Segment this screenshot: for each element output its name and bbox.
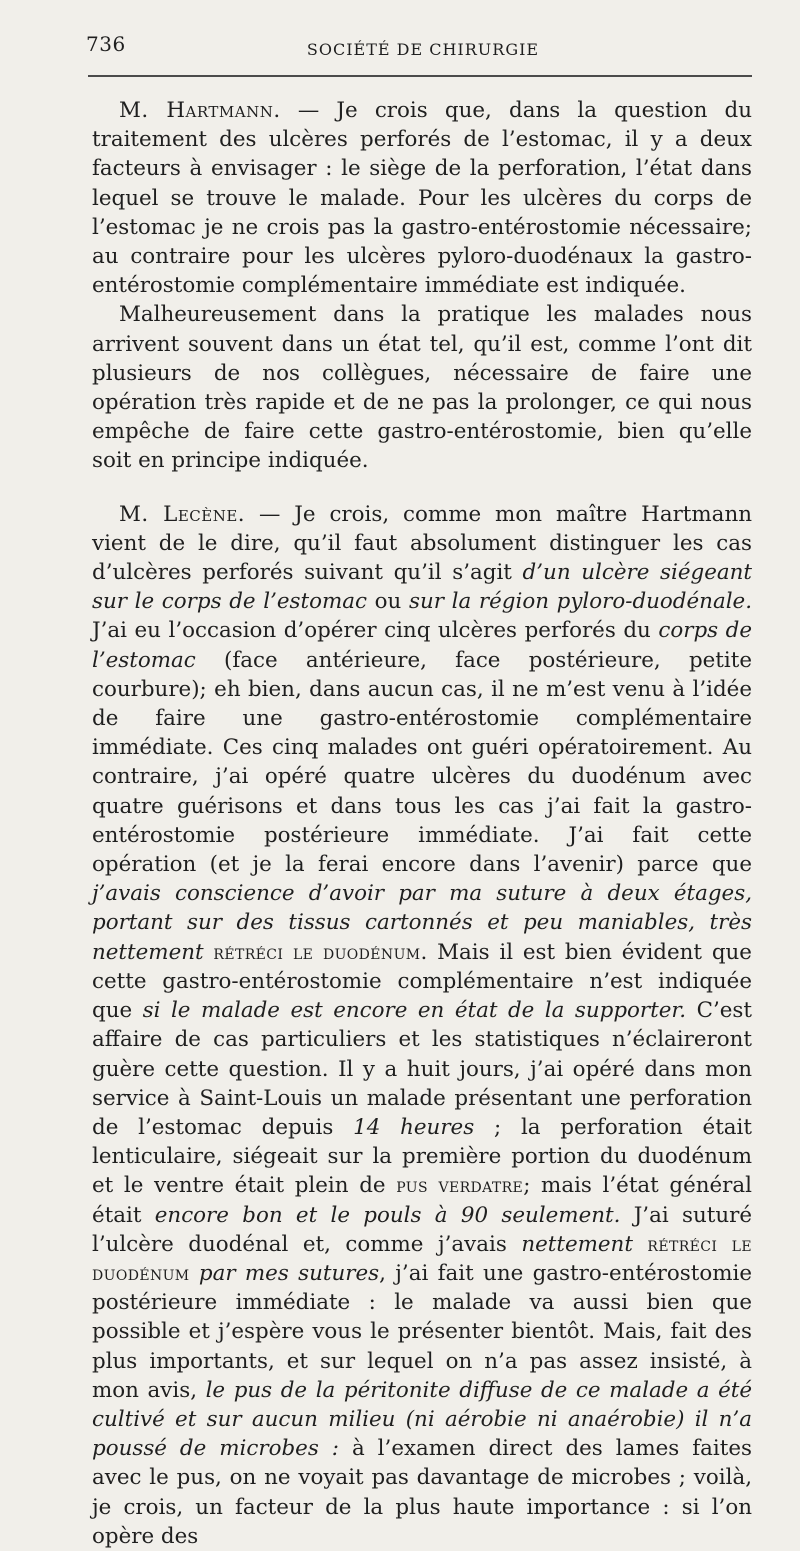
paragraph-text: Malheureusement dans la pratique les malades nous arrivent souvent dans un état tel, qu’il est, comme l’ont dit plusieurs de nos collègues, nécessaire de faire une opération très rapide et de ne pas la prolonger, ce qui nous empêche de faire cette gastro-entérostomie, bien qu’elle soit en principe indiquée. (92, 302, 752, 474)
text-segment: (face antérieure, face postérieure, petite courbure); eh bien, dans aucun cas, il ne m’est venu à l’idée de faire une gastro-entérostomie complémentaire immédiate. Ces cinq malades ont guéri opératoirement. Au contraire, j’ai opéré quatre ulcères du duodénum avec quatre guérisons et dans tous les cas j’ai fait la gastro-entérostomie postérieure immédiate. J’ai fait cette opération (et je la ferai encore dans l’avenir) parce que (92, 647, 752, 878)
small-caps-emphasis: rétréci le duodénum (92, 1232, 752, 1285)
italic-emphasis: 14 heures (353, 1114, 475, 1140)
italic-emphasis: si le malade est encore en état de la supporter. (142, 998, 687, 1024)
italic-emphasis: le pus de la péritonite diffuse de ce malade a été cultivé et sur aucun milieu (ni aérobie ni anaérobie) il n’a poussé de microbes : (92, 1377, 752, 1462)
text-segment: J’ai suturé l’ulcère duodénal et, comme j’avais (92, 1202, 753, 1257)
text-segment (204, 940, 214, 965)
italic-emphasis: corps de l’estomac (92, 618, 753, 673)
text-segment: ; la perforation était lenticulaire, siégeait sur la première portion du duodénum et le ventre était plein de (92, 1114, 752, 1199)
italic-emphasis: d’un ulcère siégeant sur le corps de l’estomac (92, 560, 752, 615)
text-segment: ou (367, 589, 409, 615)
text-segment: à l’examen direct des lames faites avec le pus, on ne voyait pas davantage de microbes ; voilà, je crois, un facteur de la plus haute importance : si l’on opère des (92, 1436, 752, 1549)
speaker-name: M. Lecène. (119, 501, 246, 527)
text-segment: — Je crois, comme mon maître Hartmann vient de le dire, qu’il faut absolument distinguer les cas d’ulcères perforés suivant qu’il s’agit (92, 501, 752, 586)
paragraph-text: — Je crois que, dans la question du traitement des ulcères perforés de l’estomac, il y a deux facteurs à envisager : le siège de la perforation, l’état dans lequel se trouve le malade. Pour les ulcères du corps de l’estomac je ne crois pas la gastro-entérostomie nécessaire; au contraire pour les ulcères pyloro-duodénaux la gastro-entérostomie complémentaire immédiate est indiquée. (92, 98, 753, 299)
speaker-name: M. Hartmann. (119, 98, 281, 123)
small-caps-emphasis: rétréci le duodénum (213, 940, 421, 964)
text-segment: J’ai eu l’occasion d’opérer cinq ulcères perforés du (92, 618, 659, 644)
small-caps-emphasis: pus verdatre (396, 1174, 524, 1198)
text-segment: C’est affaire de cas particuliers et les statistiques n’éclaireront guère cette question. Il y a huit jours, j’ai opéré dans mon service à Saint-Louis un malade présentant une perforation de l’estomac depuis (92, 998, 752, 1140)
text-segment: ; mais l’état général était (92, 1173, 753, 1228)
text-segment: , j’ai fait une gastro-entérostomie postérieure immédiate : le malade va aussi bien que possible et j’espère vous le présenter bientôt. Mais, fait des plus importants, et sur lequel on n’a pas assez insisté, à mon avis, (92, 1260, 752, 1403)
italic-emphasis: j’avais conscience d’avoir par ma suture à deux étages, portant sur des tissus cartonnés et peu maniables, très nettement (92, 881, 752, 965)
italic-emphasis: par mes sutures (198, 1260, 380, 1286)
body-text (92, 96, 752, 1551)
paragraph-lecene (92, 500, 752, 1551)
paragraph-hartmann (92, 96, 752, 300)
header-rule (88, 75, 752, 77)
page-number: 736 (86, 32, 126, 56)
text-segment (190, 1261, 199, 1286)
italic-emphasis: sur la région pyloro-duodénale. (409, 589, 752, 615)
text-segment (633, 1232, 648, 1257)
italic-emphasis: encore bon et le pouls à 90 seulement. (154, 1202, 621, 1228)
paragraph-malheureusement (92, 300, 752, 475)
page-header (86, 30, 760, 64)
running-title: SOCIÉTÉ DE CHIRURGIE (306, 40, 540, 59)
text-segment: . Mais il est bien évident que cette gastro-entérostomie complémentaire n’est indiquée que (92, 939, 752, 1024)
italic-emphasis: nettement (521, 1231, 633, 1257)
